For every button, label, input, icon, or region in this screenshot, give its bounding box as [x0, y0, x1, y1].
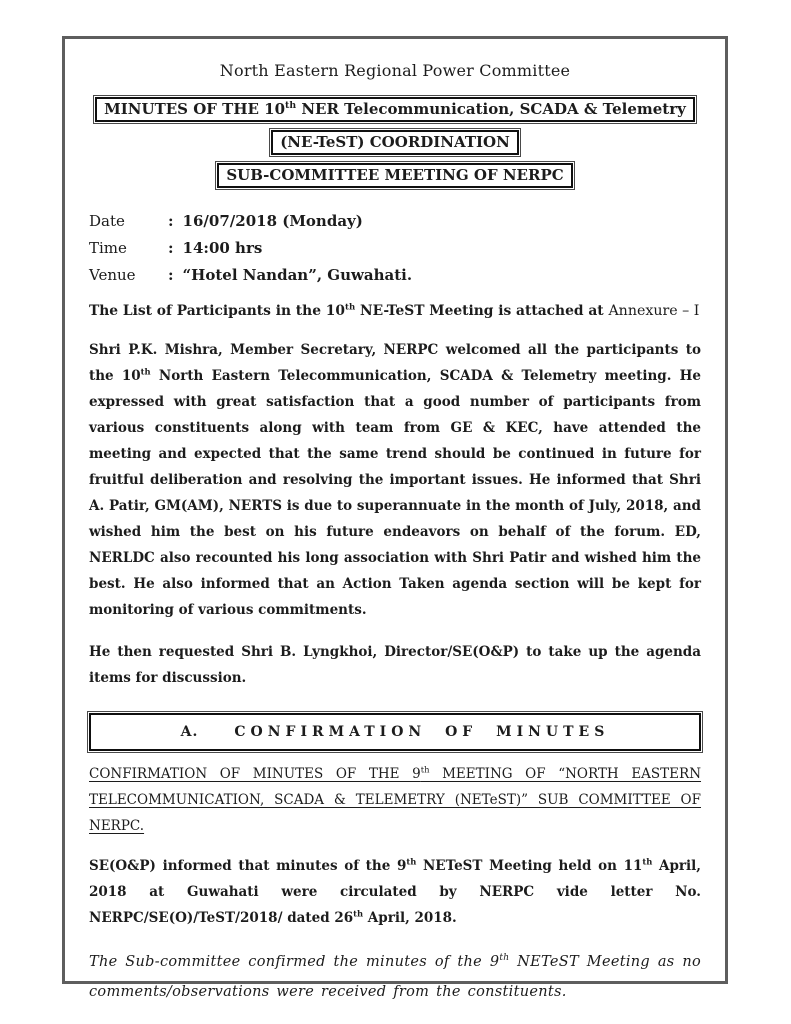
- section-a-heading-box: [89, 713, 701, 751]
- welcome-paragraph: [89, 337, 701, 623]
- meta-time-value: 14:00 hrs: [182, 239, 263, 257]
- participants-bold-post: NE-TeST Meeting is attached at: [355, 303, 609, 319]
- meta-separator: :: [168, 212, 174, 230]
- confirmed-paragraph: [89, 947, 701, 1007]
- confirmed-pre: The Sub-committee confirmed the minutes of the 9: [89, 954, 500, 970]
- meta-venue-value: “Hotel Nandan”, Guwahati.: [182, 266, 413, 284]
- confirmation-heading-pre: CONFIRMATION OF MINUTES OF THE 9: [89, 766, 421, 782]
- confirmation-heading: [89, 761, 701, 839]
- doc-title: North Eastern Regional Power Committee: [219, 61, 571, 80]
- minutes-heading-box-3: SUB-COMMITTEE MEETING OF NERPC: [217, 163, 572, 188]
- superscript: th: [420, 764, 430, 775]
- minutes-heading-box-2: (NE-TeST) COORDINATION: [271, 130, 519, 155]
- document-page: [62, 36, 728, 1000]
- confirmed-post: NETeST Meeting as no comments/observations were received from the constituents.: [89, 954, 701, 1000]
- minutes-heading-line1-post: NER Telecommunication, SCADA & Telemetry: [296, 100, 686, 118]
- meta-time-row: [89, 235, 701, 262]
- superscript: th: [642, 856, 653, 867]
- circulated-s1: SE(O&P) informed that minutes of the 9: [89, 858, 407, 874]
- meta-venue-row: [89, 262, 701, 289]
- circulated-s3: April, 2018 at Guwahati were circulated by NERPC vide letter No. NERPC/SE(O)/TeST/2018/ dated 26: [89, 858, 701, 926]
- circulated-s4: April, 2018.: [363, 910, 457, 926]
- section-a-title: CONFIRMATION OF MINUTES: [234, 724, 610, 740]
- meta-date-row: [89, 208, 701, 235]
- meeting-meta: [89, 208, 701, 289]
- meta-venue-label: Venue: [89, 266, 136, 284]
- superscript: th: [499, 953, 510, 964]
- participants-bold-pre: The List of Participants in the 10: [89, 303, 345, 319]
- section-a-label: A.: [180, 724, 199, 740]
- welcome-pre: Shri P.K. Mishra, Member Secretary, NERPC welcomed all the participants to the 10: [89, 342, 701, 384]
- meta-date-label: Date: [89, 212, 125, 230]
- superscript: th: [140, 366, 151, 377]
- annexure-reference: Annexure – I: [608, 303, 700, 319]
- circulated-paragraph: [89, 853, 701, 931]
- superscript: th: [285, 100, 297, 111]
- meta-time-label: Time: [89, 239, 127, 257]
- superscript: th: [353, 908, 364, 919]
- welcome-post: North Eastern Telecommunication, SCADA & Telemetry meeting. He expressed with great satisfaction that a good number of participants from various constituents along with team from GE & KEC, have attended the meeting and expected that the same trend should be continued in future for fruitful deliberation and resolving the important issues. He informed that Shri A. Patir, GM(AM), NERTS is due to superannuate in the month of July, 2018, and wished him the best on his future endeavors on behalf of the forum. ED, NERLDC also recounted his long association with Shri Patir and wished him the best. He also informed that an Action Taken agenda section will be kept for monitoring of various commitments.: [89, 368, 701, 618]
- meta-separator: :: [168, 239, 174, 257]
- superscript: th: [406, 856, 417, 867]
- superscript: th: [345, 302, 356, 313]
- minutes-heading-line1-pre: MINUTES OF THE 10: [104, 100, 286, 118]
- confirmation-heading-post: MEETING OF “NORTH EASTERN TELECOMMUNICATION, SCADA & TELEMETRY (NETeST)” SUB COMMITTEE OF NERPC.: [89, 766, 702, 834]
- request-paragraph: He then requested Shri B. Lyngkhoi, Director/SE(O&P) to take up the agenda items for discussion.: [89, 644, 701, 686]
- meta-date-value: 16/07/2018 (Monday): [182, 212, 363, 230]
- minutes-heading-group: [89, 93, 701, 192]
- meta-separator: :: [168, 266, 174, 284]
- circulated-s2: NETeST Meeting held on 11: [416, 858, 643, 874]
- minutes-heading-box-1: [95, 97, 695, 122]
- participants-line: [89, 298, 701, 324]
